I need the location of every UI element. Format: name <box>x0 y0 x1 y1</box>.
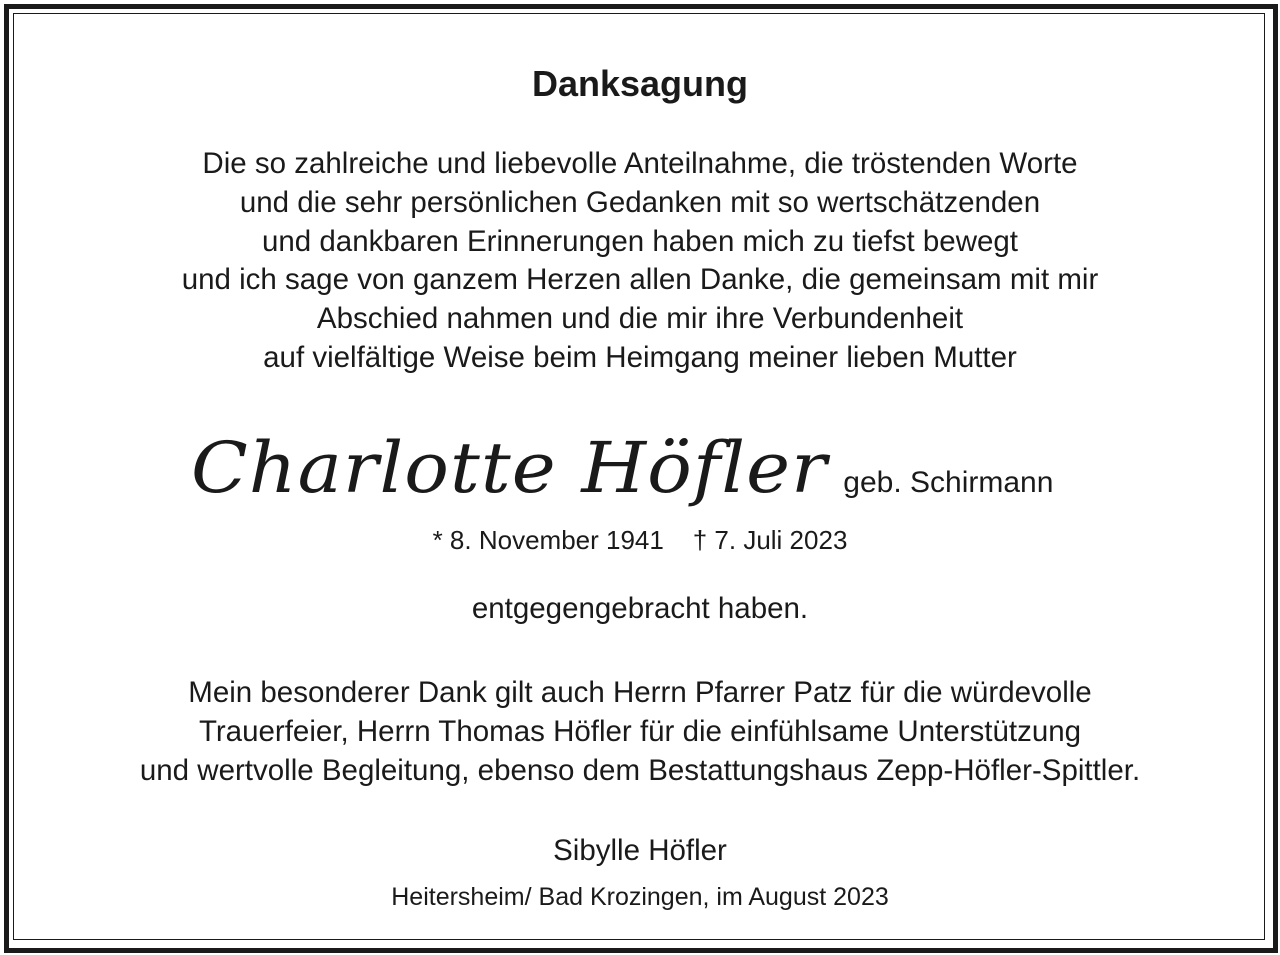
thanks-line: und wertvolle Begleitung, ebenso dem Bestattungshaus Zepp-Höfler-Spittler. <box>139 753 1141 787</box>
closing-line <box>0 590 1280 629</box>
heading: Danksagung <box>531 63 749 104</box>
intro-line: auf vielfältige Weise beim Heimgang meiner lieben Mutter <box>263 340 1017 374</box>
intro-paragraph <box>0 145 1280 378</box>
intro-line: und ich sage von ganzem Herzen allen Danke, die gemeinsam mit mir <box>181 263 1099 297</box>
signer: Sibylle Höfler <box>553 834 727 867</box>
life-dates: * 8. November 1941 † 7. Juli 2023 <box>432 525 848 555</box>
thanks-line: Mein besonderer Dank gilt auch Herrn Pfarrer Patz für die würdevolle <box>188 676 1092 709</box>
place-date: Heitersheim/ Bad Krozingen, im August 2023 <box>391 883 889 911</box>
intro-line: Die so zahlreiche und liebevolle Anteilnahme, die tröstenden Worte <box>202 147 1078 180</box>
thanks-line: Trauerfeier, Herrn Thomas Höfler für die einfühlsame Unterstützung <box>198 714 1082 748</box>
birth-name: geb. Schirmann <box>843 466 1054 499</box>
deceased-name-row <box>0 418 1280 518</box>
special-thanks-paragraph <box>0 674 1280 790</box>
intro-line: Abschied nahmen und die mir ihre Verbundenheit <box>316 302 964 336</box>
closing-text: entgegengebracht haben. <box>471 592 809 625</box>
deceased-name: Charlotte Höfler <box>190 427 828 509</box>
intro-line: und die sehr persönlichen Gedanken mit so wertschätzenden <box>239 185 1041 219</box>
intro-line: und dankbaren Erinnerungen haben mich zu tiefst bewegt <box>261 224 1019 258</box>
